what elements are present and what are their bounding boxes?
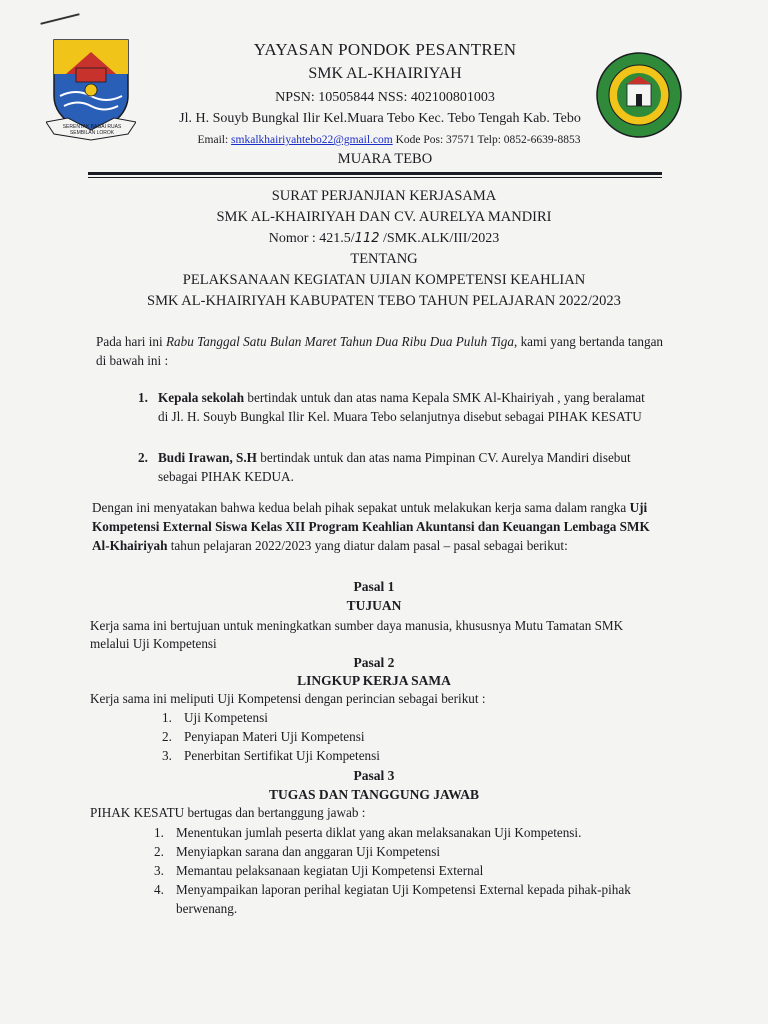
- agreement-scope: Uji Kompetensi External Siswa Kelas XII Program Keahlian Akuntansi dan Keuangan Lembaga SMK Al-Khairiyah: [92, 500, 650, 553]
- pasal-2-number: Pasal 2: [353, 655, 395, 670]
- list-item: 3. Memantau pelaksanaan kegiatan Uji Kompetensi External: [154, 863, 484, 878]
- list-item: 1. Uji Kompetensi: [162, 710, 268, 725]
- party-name: Budi Irawan, S.H: [158, 450, 257, 465]
- list-item: 3. Penerbitan Sertifikat Uji Kompetensi: [162, 748, 380, 763]
- email-label: Email:: [197, 134, 229, 146]
- title-line-5: PELAKSANAAN KEGIATAN UJIAN KOMPETENSI KEAHLIAN: [182, 272, 586, 288]
- title-line-2: SMK AL-KHAIRIYAH DAN CV. AURELYA MANDIRI: [216, 209, 552, 225]
- opening-paragraph: Pada hari ini Rabu Tanggal Satu Bulan Maret Tahun Dua Ribu Dua Puluh Tiga, kami yang bertanda tangan di bawah ini :: [96, 334, 664, 368]
- title-line-1: SURAT PERJANJIAN KERJASAMA: [271, 188, 497, 204]
- letterhead-rule: [88, 172, 662, 175]
- pasal-3-number: Pasal 3: [353, 768, 395, 783]
- pasal-2-list: [162, 708, 642, 765]
- agreement-date: Rabu Tanggal Satu Bulan Maret Tahun Dua Ribu Dua Puluh Tiga: [165, 334, 514, 349]
- school-npsn: NPSN: 10505844 NSS: 402100801003: [275, 90, 495, 105]
- list-item: 2. Menyiapkan sarana dan anggaran Uji Kompetensi: [154, 844, 441, 859]
- foundation-name: YAYASAN PONDOK PESANTREN: [253, 40, 517, 59]
- list-item: 2. Penyiapan Materi Uji Kompetensi: [162, 729, 365, 744]
- list-item: 4. Menyampaikan laporan perihal kegiatan Uji Kompetensi External kepada pihak-pihak berwenang.: [154, 882, 631, 916]
- school-contact: [158, 134, 620, 146]
- regency-motto: SERENTAK BAGAI RUAS SEMBILAN LOROK: [62, 124, 122, 136]
- document-title: [100, 186, 668, 312]
- pasal-2-title: LINGKUP KERJA SAMA: [297, 673, 451, 688]
- party-item: 1. Kepala sekolah bertindak untuk dan atas nama Kepala SMK Al-Khairiyah , yang beralamat di Jl. H. Souyb Bungkal Ilir Kel. Muara Tebo selanjutnya disebut sebagai PIHAK KESATU: [138, 390, 645, 424]
- letterhead: [150, 38, 620, 168]
- list-item: 1. Menentukan jumlah peserta diklat yang akan melaksanakan Uji Kompetensi.: [154, 825, 582, 840]
- letterhead-rule-thin: [88, 177, 662, 178]
- email-link[interactable]: smkalkhairiyahtebo22@gmail.com: [231, 134, 393, 146]
- document-number: Nomor : 421.5/112 /SMK.ALK/III/2023: [268, 231, 500, 246]
- pasal-1-title: TUJUAN: [346, 598, 402, 613]
- contact-details: Kode Pos: 37571 Telp: 0852-6639-8853: [395, 134, 581, 146]
- title-line-6: SMK AL-KHAIRIYAH KABUPATEN TEBO TAHUN PELAJARAN 2022/2023: [147, 293, 621, 309]
- pasal-3-intro: PIHAK KESATU bertugas dan bertanggung jawab :: [90, 805, 366, 820]
- agreement-paragraph: Dengan ini menyatakan bahwa kedua belah pihak sepakat untuk melakukan kerja sama dalam rangka Uji Kompetensi External Siswa Kelas XII Program Keahlian Akuntansi dan Keuangan Lembaga SMK Al-Khairiyah tahun pelajaran 2022/2023 yang diatur dalam pasal – pasal sebagai berikut:: [92, 500, 650, 553]
- scan-mark: [40, 13, 79, 25]
- pasal-1-text: Kerja sama ini bertujuan untuk meningkatkan sumber daya manusia, khususnya Mutu Tamatan SMK melalui Uji Kompetensi: [90, 618, 624, 651]
- party-item: 2. Budi Irawan, S.H bertindak untuk dan atas nama Pimpinan CV. Aurelya Mandiri disebut sebagai PIHAK KEDUA.: [138, 450, 631, 484]
- school-name: SMK AL-KHAIRIYAH: [308, 65, 462, 82]
- pasal-3-list: [154, 823, 648, 918]
- pasal-3-title: TUGAS DAN TANGGUNG JAWAB: [269, 787, 479, 802]
- school-city: MUARA TEBO: [337, 151, 433, 167]
- handwritten-number: 112: [354, 231, 380, 246]
- school-address: Jl. H. Souyb Bungkal Ilir Kel.Muara Tebo Kec. Tebo Tengah Kab. Tebo: [179, 111, 581, 126]
- party-name: Kepala sekolah: [158, 390, 245, 405]
- title-about: TENTANG: [350, 251, 418, 267]
- pasal-2-intro: Kerja sama ini meliputi Uji Kompetensi dengan perincian sebagai berikut :: [90, 691, 486, 706]
- pasal-1-number: Pasal 1: [353, 579, 395, 594]
